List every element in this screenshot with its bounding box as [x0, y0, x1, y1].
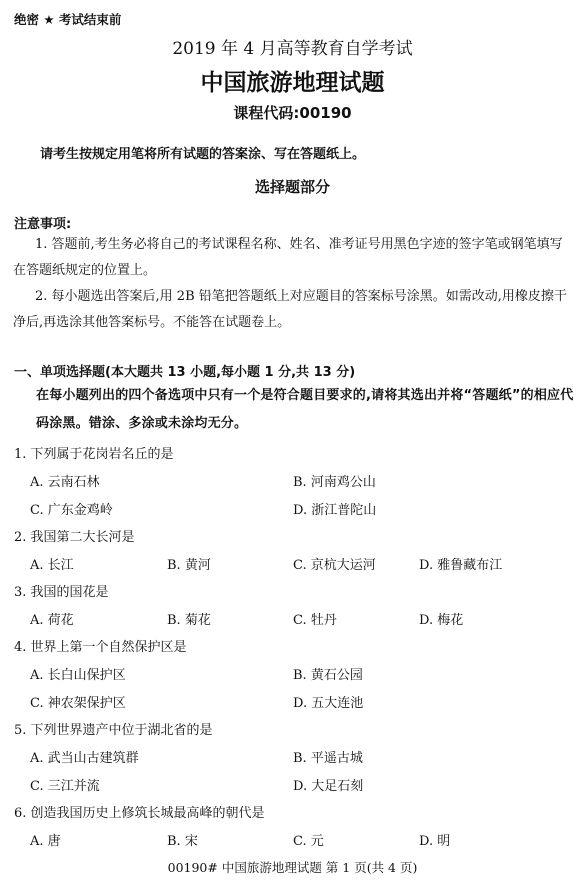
notes-item-2: 2. 每小题选出答案后,用 2B 铅笔把答题纸上对应题目的答案标号涂黑。如需改动,用橡皮擦干净后,再选涂其他答案标号。不能答在试题卷上。 — [13, 289, 567, 330]
question-2-stem: 2. 我国第二大长河是 — [14, 530, 135, 545]
question-3-option-b: B. 菊花 — [167, 613, 211, 628]
question-2-option-b: B. 黄河 — [167, 558, 211, 573]
question-1-option-c: C. 广东金鸡岭 — [30, 503, 113, 518]
question-4-option-c: C. 神农架保护区 — [30, 696, 126, 711]
question-1-stem: 1. 下列属于花岗岩名丘的是 — [14, 447, 174, 462]
question-4-stem: 4. 世界上第一个自然保护区是 — [14, 640, 187, 655]
question-3-stem: 3. 我国的国花是 — [14, 585, 109, 600]
notes-heading: 注意事项: — [14, 217, 72, 232]
question-6-option-b: B. 宋 — [167, 834, 198, 849]
question-4-option-b: B. 黄石公园 — [293, 668, 363, 683]
exam-year-line: 2019 年 4 月高等教育自学考试 — [172, 39, 413, 59]
question-5-stem: 5. 下列世界遗产中位于湖北省的是 — [14, 723, 213, 738]
question-6-stem: 6. 创造我国历史上修筑长城最高峰的朝代是 — [14, 806, 265, 821]
question-3-option-c: C. 牡丹 — [293, 613, 337, 628]
part1-heading: 一、单项选择题(本大题共 13 小题,每小题 1 分,共 13 分) — [14, 365, 356, 380]
question-5-option-a: A. 武当山古建筑群 — [30, 751, 139, 766]
question-5-option-c: C. 三江并流 — [30, 779, 100, 794]
page-footer: 00190# 中国旅游地理试题 第 1 页(共 4 页) — [167, 860, 418, 875]
question-2-option-d: D. 雅鲁藏布江 — [419, 558, 503, 573]
question-6-option-c: C. 元 — [293, 834, 324, 849]
question-1-option-a: A. 云南石林 — [30, 475, 100, 490]
confidential-mark: 绝密 ★ 考试结束前 — [14, 12, 122, 27]
notes-item-1: 1. 答题前,考生务必将自己的考试课程名称、姓名、准考证号用黑色字迹的签字笔或钢笔填写在答题纸规定的位置上。 — [13, 237, 563, 278]
section-title: 选择题部分 — [254, 178, 330, 196]
question-3-option-d: D. 梅花 — [419, 613, 464, 628]
question-6-option-d: D. 明 — [419, 834, 451, 849]
question-2-option-c: C. 京杭大运河 — [293, 558, 376, 573]
question-4-option-d: D. 五大连池 — [293, 696, 364, 711]
part1-description: 在每小题列出的四个备选项中只有一个是符合题目要求的,请将其选出并将“答题纸”的相应代码涂黑。错涂、多涂或未涂均无分。 — [36, 388, 574, 431]
question-4-option-a: A. 长白山保护区 — [30, 668, 126, 683]
question-5-option-b: B. 平遥古城 — [293, 751, 363, 766]
question-3-option-a: A. 荷花 — [30, 613, 74, 628]
course-code: 课程代码:00190 — [233, 104, 352, 122]
question-5-option-d: D. 大足石刻 — [293, 779, 364, 794]
instruction-text: 请考生按规定用笔将所有试题的答案涂、写在答题纸上。 — [40, 147, 366, 162]
question-2-option-a: A. 长江 — [30, 558, 74, 573]
page-title: 中国旅游地理试题 — [200, 70, 385, 96]
question-1-option-d: D. 浙江普陀山 — [293, 503, 377, 518]
question-1-option-b: B. 河南鸡公山 — [293, 475, 376, 490]
question-6-option-a: A. 唐 — [30, 834, 61, 849]
